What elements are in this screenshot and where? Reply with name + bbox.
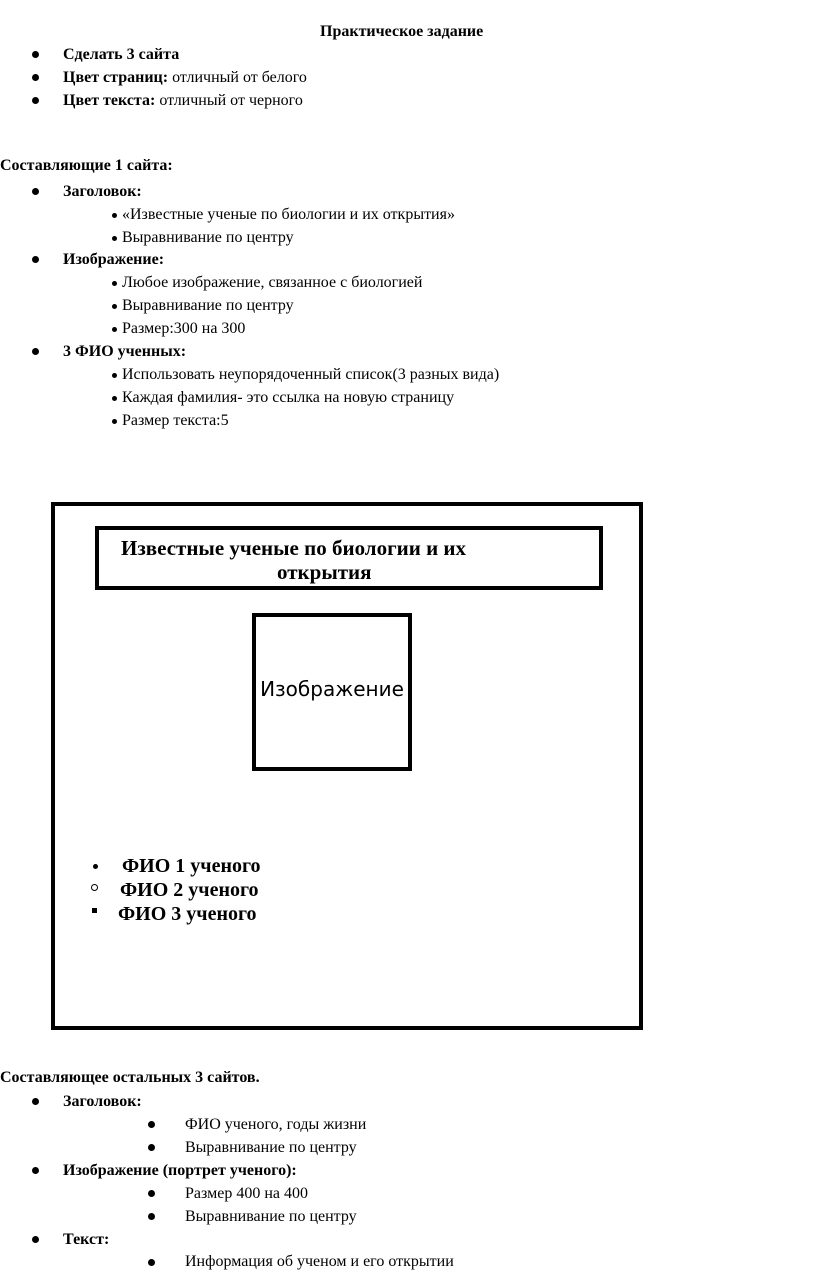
requirement-item: Сделать 3 сайта (63, 46, 180, 63)
bullet-icon (112, 304, 117, 309)
site-mockup (51, 502, 643, 1030)
bullet-icon (32, 188, 39, 195)
section-title: Изображение (портрет ученого): (63, 1162, 297, 1179)
mockup-header-line1: Известные ученые по биологии и их (121, 536, 467, 560)
other-heading: Составляющее остальных 3 сайтов. (0, 1069, 260, 1086)
mockup-list-item: ФИО 1 ученого (122, 855, 261, 877)
section-item: Информация об ученом и его открытии (185, 1253, 454, 1270)
section-title: Заголовок: (63, 183, 142, 200)
bullet-icon (148, 1121, 155, 1128)
bullet-icon (32, 1236, 39, 1243)
section-title: Текст: (63, 1231, 110, 1248)
requirement-item: Цвет текста: отличный от черного (63, 92, 303, 109)
section-title: 3 ФИО ученных: (63, 343, 187, 360)
section-item: Размер:300 на 300 (122, 320, 246, 337)
bullet-icon (148, 1213, 155, 1220)
bullet-icon (112, 396, 117, 401)
circle-marker-icon (91, 884, 98, 891)
bullet-icon (32, 256, 39, 263)
bullet-icon (112, 236, 117, 241)
mockup-list-item: ФИО 3 ученого (118, 903, 257, 925)
mockup-image-placeholder (252, 613, 412, 771)
bullet-icon (32, 97, 39, 104)
section-item: Выравнивание по центру (185, 1139, 357, 1156)
requirement-item: Цвет страниц: отличный от белого (63, 69, 307, 86)
section-item: Размер 400 на 400 (185, 1185, 308, 1202)
bullet-icon (112, 373, 117, 378)
bullet-icon (112, 327, 117, 332)
section-title: Изображение: (63, 251, 165, 268)
bullet-icon (112, 419, 117, 424)
bullet-icon (32, 348, 39, 355)
page-title: Практическое задание (320, 23, 484, 40)
section-item: Размер текста:5 (122, 412, 229, 429)
bullet-icon (32, 1167, 39, 1174)
section-item: Использовать неупорядоченный список(3 разных вида) (122, 366, 500, 383)
section-item: Любое изображение, связанное с биологией (122, 274, 423, 291)
bullet-icon (148, 1190, 155, 1197)
mockup-image-label: Изображение (260, 677, 404, 701)
section-item: «Известные ученые по биологии и их открытия» (122, 206, 455, 223)
bullet-icon (112, 213, 117, 218)
section-item: Каждая фамилия- это ссылка на новую страницу (122, 389, 455, 406)
mockup-header-line2: открытия (277, 560, 372, 584)
disc-marker-icon (93, 864, 98, 869)
site1-heading: Составляющие 1 сайта: (0, 157, 173, 174)
section-item: Выравнивание по центру (185, 1208, 357, 1225)
section-item: Выравнивание по центру (122, 229, 294, 246)
section-item: ФИО ученого, годы жизни (185, 1116, 367, 1133)
square-marker-icon (92, 908, 97, 913)
bullet-icon (148, 1144, 155, 1151)
bullet-icon (32, 51, 39, 58)
bullet-icon (112, 281, 117, 286)
bullet-icon (32, 74, 39, 81)
mockup-list-item: ФИО 2 ученого (120, 879, 259, 901)
bullet-icon (148, 1259, 155, 1266)
section-item: Выравнивание по центру (122, 297, 294, 314)
section-title: Заголовок: (63, 1093, 142, 1110)
mockup-header (95, 526, 603, 590)
bullet-icon (32, 1098, 39, 1105)
